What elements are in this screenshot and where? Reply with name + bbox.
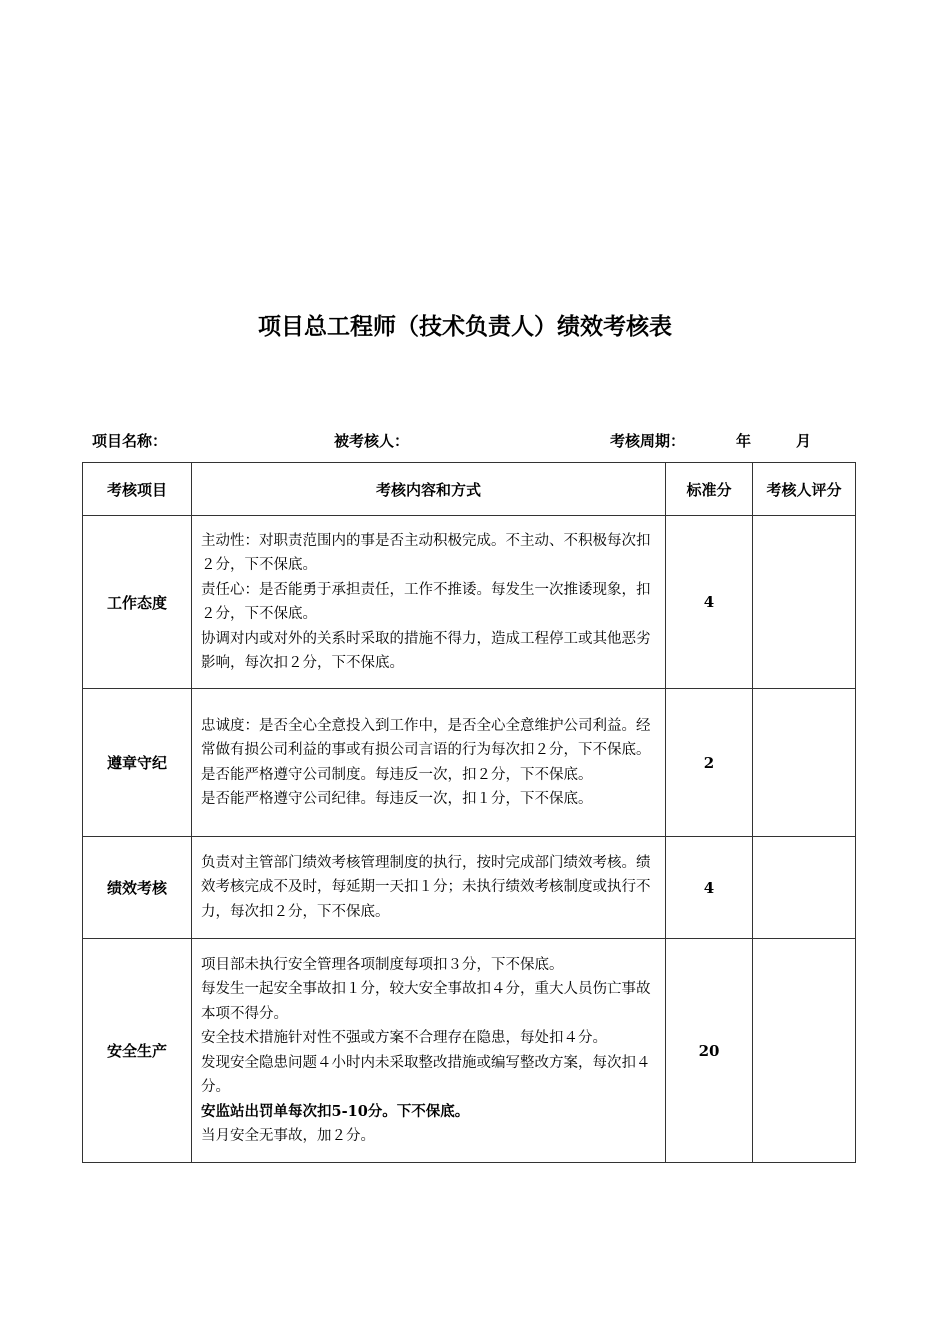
assessor-rating-cell[interactable] (753, 837, 856, 939)
standard-score: 2 (666, 689, 753, 837)
content-line: 当月安全无事故，加２分。 (201, 1128, 375, 1144)
header-content: 考核内容和方式 (192, 463, 666, 516)
header-standard-score: 标准分 (666, 463, 753, 516)
assessor-rating-cell[interactable] (753, 689, 856, 837)
content-line: 责任心：是否能勇于承担责任，工作不推诿。每发生一次推诿现象，扣２分，下不保底。 (201, 581, 651, 622)
table-row (83, 939, 856, 1163)
header-item: 考核项目 (83, 463, 192, 516)
period-label: 考核周期： (610, 432, 686, 450)
content-line: 安全技术措施针对性不强或方案不合理存在隐患，每处扣４分。 (201, 1030, 607, 1046)
content-line: 协调对内或对外的关系时采取的措施不得力，造成工程停工或其他恶劣影响，每次扣２分，下不保底。 (201, 630, 651, 671)
table-header-row (83, 463, 856, 516)
assessment-table (82, 462, 856, 1163)
content-line: 是否能严格遵守公司纪律。每违反一次，扣１分，下不保底。 (201, 791, 593, 807)
content-line: 项目部未执行安全管理各项制度每项扣３分，下不保底。 (201, 956, 564, 973)
content-line: 每发生一起安全事故扣１分，较大安全事故扣４分，重大人员伤亡事故本项不得分。 (201, 981, 651, 1022)
year-label: 年 (736, 432, 752, 450)
project-name-label: 项目名称： (92, 432, 168, 450)
assessment-item: 工作态度 (83, 516, 192, 689)
content-line: 发现安全隐患问题４小时内未采取整改措施或编写整改方案，每次扣４分。 (201, 1054, 651, 1095)
page-title: 项目总工程师（技术负责人）绩效考核表 (258, 314, 672, 340)
assessor-rating-cell[interactable] (753, 516, 856, 689)
assessor-rating-cell[interactable] (753, 939, 856, 1163)
standard-score: 4 (666, 837, 753, 939)
month-label: 月 (796, 432, 812, 450)
header-assessor-rating: 考核人评分 (753, 463, 856, 516)
content-line: 主动性：对职责范围内的事是否主动积极完成。不主动、不积极每次扣２分，下不保底。 (201, 532, 651, 573)
content-line: 是否能严格遵守公司制度。每违反一次，扣２分，下不保底。 (201, 766, 593, 783)
table-row (83, 837, 856, 939)
assessment-item: 安全生产 (83, 939, 192, 1163)
assessment-item: 绩效考核 (83, 837, 192, 939)
content-line: 负责对主管部门绩效考核管理制度的执行，按时完成部门绩效考核。绩效考核完成不及时，每延期一天扣１分；未执行绩效考核制度或执行不力，每次扣２分，下不保底。 (201, 854, 651, 920)
assessment-item: 遵章守纪 (83, 689, 192, 837)
table-row (83, 516, 856, 689)
standard-score: 4 (666, 516, 753, 689)
assessment-content (192, 689, 666, 837)
content-line: 安监站出罚单每次扣5-10分。下不保底。 (201, 1102, 470, 1120)
standard-score: 20 (666, 939, 753, 1163)
assessment-content (192, 837, 666, 939)
assessment-content (192, 939, 666, 1163)
assessment-content (192, 516, 666, 689)
content-line: 忠诚度：是否全心全意投入到工作中，是否全心全意维护公司利益。经常做有损公司利益的事或有损公司言语的行为每次扣２分，下不保底。 (201, 717, 651, 758)
assessee-label: 被考核人： (334, 432, 410, 450)
table-row (83, 689, 856, 837)
